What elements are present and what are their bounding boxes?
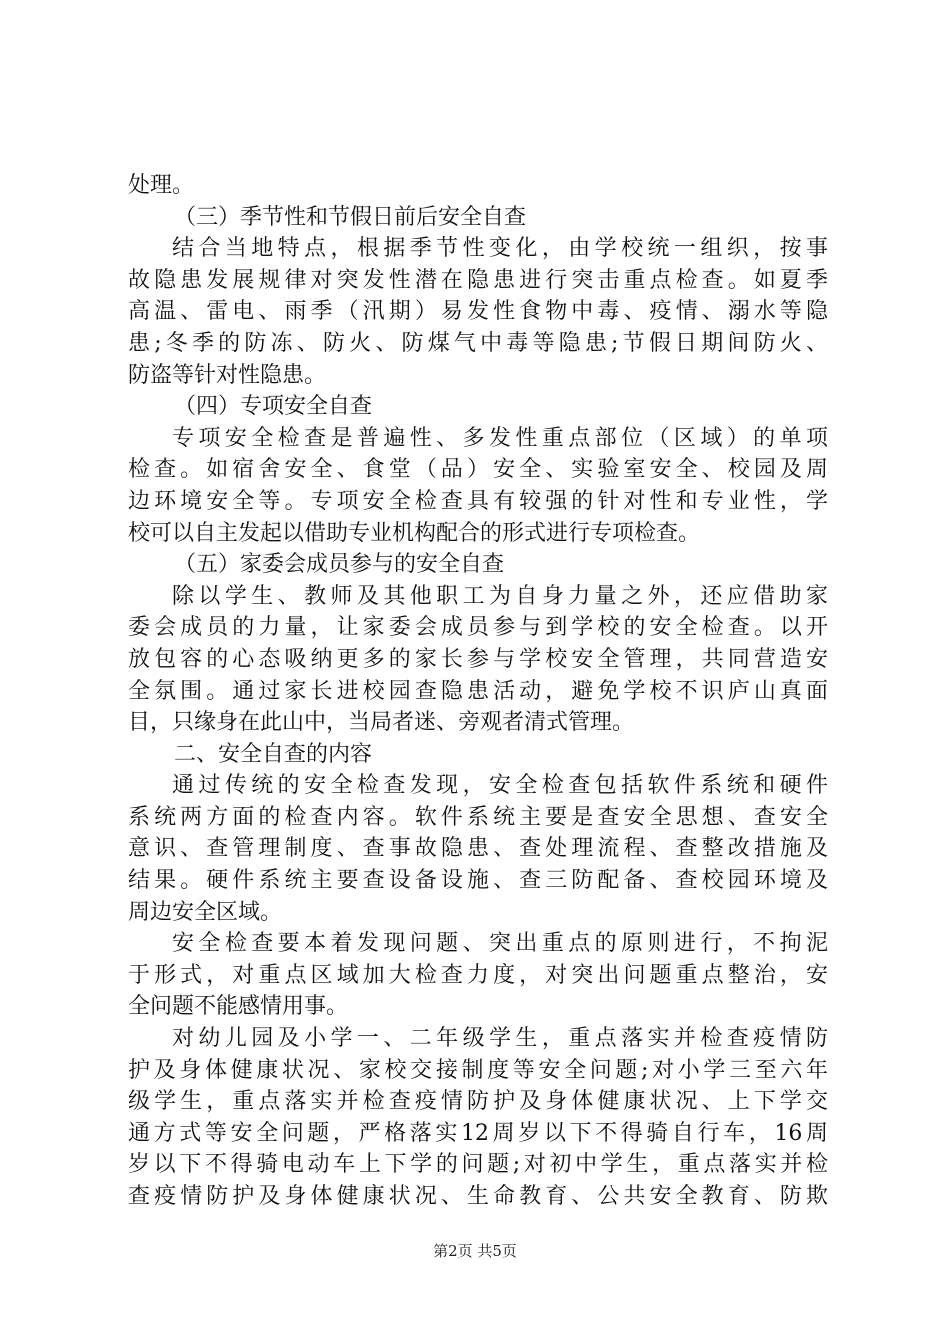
text-line: 专项安全检查是普遍性、多发性重点部位（区域）的单项 [172,425,828,451]
text-line: 故隐患发展规律对突发性潜在隐患进行突击重点检查。如夏季 [128,267,828,293]
text-line: 患;冬季的防冻、防火、防煤气中毒等隐患;节假日期间防火、 [128,330,828,356]
text-line: 通方式等安全问题，严格落实12周岁以下不得骑自行车，16周 [128,1120,828,1146]
text-line: 周边安全区域。 [128,899,283,925]
text-line: 结果。硬件系统主要查设备设施、查三防配备、查校园环境及 [128,868,828,894]
text-line: 全氛围。通过家长进校园查隐患活动，避免学校不识庐山真面 [128,678,828,704]
text-line: 检查。如宿舍安全、食堂（品）安全、实验室安全、校园及周 [128,457,828,483]
text-line: 放包容的心态吸纳更多的家长参与学校安全管理，共同营造安 [128,646,828,672]
section-heading-line: （五）家委会成员参与的安全自查 [174,552,505,578]
text-line: 级学生，重点落实并检查疫情防护及身体健康状况、上下学交 [128,1089,828,1115]
text-line: 查疫情防护及身体健康状况、生命教育、公共安全教育、防欺 [128,1184,828,1209]
text-line: 通过传统的安全检查发现，安全检查包括软件系统和硬件 [172,773,828,799]
text-line: 防盗等针对性隐患。 [128,362,327,388]
text-line: 结合当地特点，根据季节性变化，由学校统一组织，按事 [172,236,828,262]
text-line: 委会成员的力量，让家委会成员参与到学校的安全检查。以开 [128,615,828,641]
text-line: 岁以下不得骑电动车上下学的问题;对初中学生，重点落实并检 [128,1152,828,1178]
section-heading-line: （三）季节性和节假日前后安全自查 [174,204,527,230]
section-heading-line: （四）专项安全自查 [174,394,373,420]
text-line: 处理。 [128,173,195,198]
page-footer: 第2页 共5页 [433,1242,517,1260]
text-line: 对幼儿园及小学一、二年级学生，重点落实并检查疫情防 [172,1026,828,1052]
text-line: 全问题不能感情用事。 [128,994,349,1020]
text-line: 除以学生、教师及其他职工为自身力量之外，还应借助家 [172,583,828,609]
text-line: 于形式，对重点区域加大检查力度，对突出问题重点整治，安 [128,962,828,988]
text-line: 边环境安全等。专项安全检查具有较强的针对性和专业性，学 [128,488,828,514]
text-line: 护及身体健康状况、家校交接制度等安全问题;对小学三至六年 [128,1057,828,1083]
text-line: 安全检查要本着发现问题、突出重点的原则进行，不拘泥 [172,931,828,957]
text-line: 系统两方面的检查内容。软件系统主要是查安全思想、查安全 [128,804,828,830]
text-line: 意识、查管理制度、查事故隐患、查处理流程、查整改措施及 [128,836,828,862]
section-heading-line: 二、安全自查的内容 [174,741,373,767]
document-body [128,170,828,1213]
text-line: 高温、雷电、雨季（汛期）易发性食物中毒、疫情、溺水等隐 [128,299,828,325]
text-line: 校可以自主发起以借助专业机构配合的形式进行专项检查。 [128,520,701,546]
text-line: 目，只缘身在此山中，当局者迷、旁观者清式管理。 [128,710,635,736]
